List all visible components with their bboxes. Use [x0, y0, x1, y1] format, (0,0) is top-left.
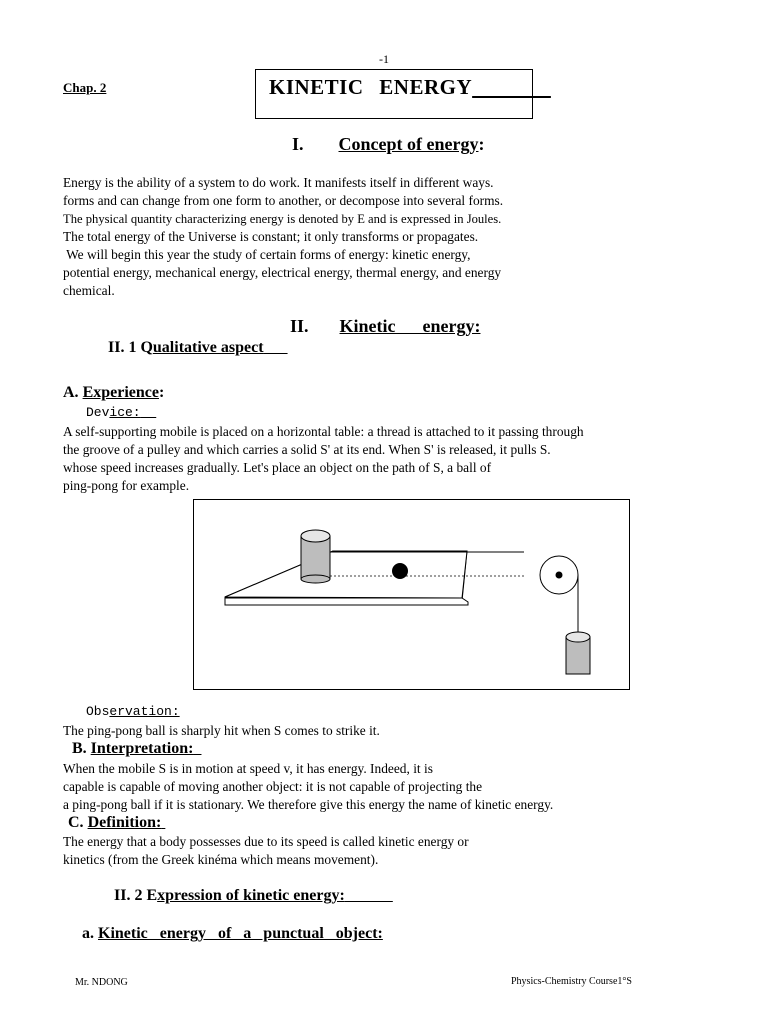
- device-label: Device:: [86, 405, 141, 420]
- section-1-number: I.: [292, 134, 304, 154]
- text-line: The energy that a body possesses due to its speed is called kinetic energy or: [63, 834, 469, 849]
- section-1-colon: :: [478, 134, 485, 154]
- text-line: The physical quantity characterizing energy is denoted by E and is expressed in Joules.: [63, 212, 502, 226]
- text-line: The ping-pong ball is sharply hit when S comes to strike it.: [63, 723, 380, 738]
- mobile-cylinder-base: [301, 575, 330, 583]
- footer-author: Mr. NDONG: [75, 977, 128, 988]
- text-line: ping-pong for example.: [63, 478, 190, 493]
- page-title-text: KINETIC ENERGY: [269, 75, 473, 99]
- definition-paragraph: [63, 833, 469, 869]
- device-paragraph: [63, 423, 584, 495]
- text-line: a ping-pong ball if it is stationary. We therefore give this energy the name of kinetic energy.: [63, 797, 554, 812]
- footer-course: Physics-Chemistry Course1°S: [511, 976, 632, 987]
- text-line: the groove of a pulley and which carries a solid S' at its end. When S' is released, it pulls S.: [63, 442, 551, 457]
- text-line: chemical.: [63, 283, 115, 298]
- section-2-title: Kinetic energy:: [339, 316, 481, 336]
- definition-heading: C. Definition:: [68, 814, 162, 831]
- ping-pong-ball: [392, 563, 408, 579]
- experience-title: Experience: [82, 384, 159, 401]
- interpretation-heading: B. Interpretation:: [72, 740, 194, 757]
- experiment-figure: [193, 499, 630, 690]
- subsection-2-2-title: xpression of kinetic energy:: [157, 887, 345, 904]
- experiment-diagram: [194, 500, 629, 689]
- subsection-2-1-heading: [108, 339, 288, 357]
- table-edge: [225, 598, 468, 605]
- subsection-2-2-a-title: Kinetic energy of a punctual object:: [98, 925, 383, 942]
- section-1-title: Concept of energy: [338, 134, 479, 154]
- section-2-heading: [290, 316, 480, 337]
- interpretation-title: Interpretation:: [90, 740, 194, 757]
- subsection-2-2-heading: II. 2 Expression of kinetic energy:: [114, 887, 345, 904]
- pulley-axle: [556, 572, 563, 579]
- text-line: forms and can change from one form to another, or decompose into several forms.: [63, 193, 504, 208]
- hanging-mass-body: [566, 637, 590, 674]
- interpretation-paragraph: [63, 760, 553, 814]
- definition-title: Definition:: [87, 814, 162, 831]
- subsection-2-1-prefix: II. 1 Q: [108, 339, 153, 356]
- observation-paragraph: [63, 722, 380, 740]
- text-line: We will begin this year the study of certain forms of energy: kinetic energy,: [63, 247, 471, 262]
- page-number: -1: [379, 52, 389, 66]
- chapter-label: Chap. 2: [63, 80, 107, 95]
- subsection-2-1-title: ualitative aspect: [152, 339, 264, 356]
- hanging-mass-top: [566, 632, 590, 642]
- text-line: potential energy, mechanical energy, electrical energy, thermal energy, and energy: [63, 265, 502, 280]
- experience-letter: A.: [63, 384, 79, 401]
- table-surface: [225, 551, 467, 598]
- page-title: [269, 75, 551, 100]
- subsection-2-2-a-heading: a. Kinetic energy of a punctual object:: [82, 925, 383, 942]
- text-line: The total energy of the Universe is constant; it only transforms or propagates.: [63, 229, 479, 244]
- section-1-heading: [292, 134, 484, 155]
- experience-heading: A. Experience:: [63, 384, 165, 401]
- text-line: kinetics (from the Greek kinéma which means movement).: [63, 852, 379, 867]
- text-line: A self-supporting mobile is placed on a horizontal table: a thread is attached to it passing through: [63, 424, 584, 439]
- observation-label: Observation:: [86, 704, 180, 719]
- text-line: When the mobile S is in motion at speed v, it has energy. Indeed, it is: [63, 761, 433, 776]
- section-2-number: II.: [290, 316, 309, 336]
- text-line: capable is capable of moving another object: it is not capable of projecting the: [63, 779, 483, 794]
- section-1-paragraph: [63, 174, 503, 300]
- text-line: Energy is the ability of a system to do work. It manifests itself in different ways.: [63, 175, 494, 190]
- text-line: whose speed increases gradually. Let's place an object on the path of S, a ball of: [63, 460, 492, 475]
- mobile-cylinder-top: [301, 530, 330, 542]
